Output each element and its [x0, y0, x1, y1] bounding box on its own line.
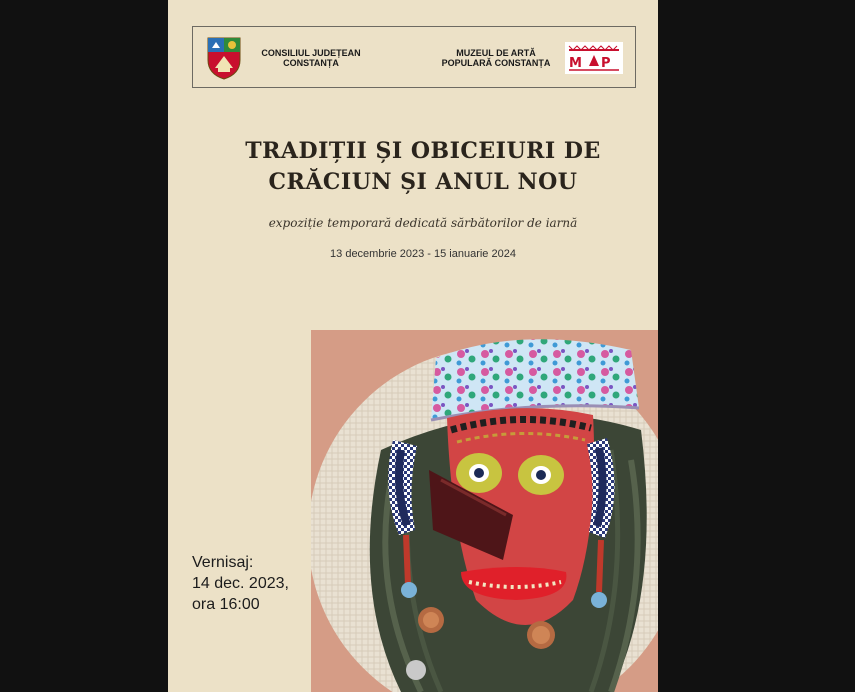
poster	[168, 0, 658, 692]
county-council-line2: CONSTANȚA	[283, 58, 339, 68]
folk-mask-photo	[311, 330, 658, 692]
museum-name-line2: POPULARĂ CONSTANȚA	[441, 58, 551, 68]
exhibition-subtitle: expoziție temporară dedicată sărbătorilor de iarnă	[268, 216, 578, 230]
poster-title	[198, 136, 648, 198]
header-logos-box	[192, 26, 636, 88]
opening-label: Vernisaj:	[192, 554, 254, 571]
exhibition-dates: 13 decembrie 2023 - 15 ianuarie 2024	[330, 248, 516, 260]
opening-time: ora 16:00	[192, 596, 260, 613]
svg-text:M: M	[569, 56, 582, 71]
county-council-line1: CONSILIUL JUDEȚEAN	[261, 48, 361, 58]
museum-name-line1: MUZEUL DE ARTĂ	[456, 48, 536, 58]
poster-title-line2: CRĂCIUN ȘI ANUL NOU	[268, 169, 578, 195]
museum-name	[437, 48, 555, 68]
svg-text:P: P	[601, 56, 611, 71]
county-council-name	[259, 48, 363, 68]
opening-date: 14 dec. 2023,	[192, 575, 289, 592]
map-museum-logo-icon	[565, 42, 623, 74]
opening-info	[192, 552, 312, 615]
poster-title-line1: TRADIȚII ȘI OBICEIURI DE	[245, 138, 601, 164]
county-coat-of-arms-icon	[206, 36, 242, 80]
